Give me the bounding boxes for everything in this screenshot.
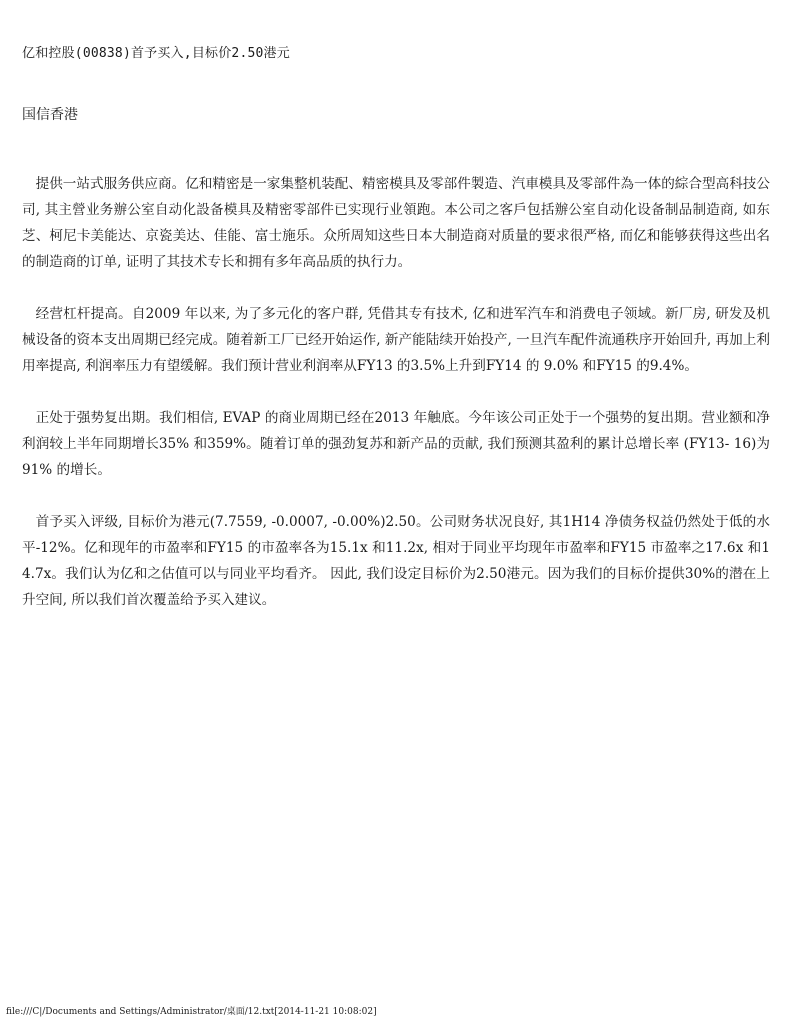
print-footer-path: file:///C|/Documents and Settings/Administrator/桌面/12.txt[2014-11-21 10:08:02] (6, 1007, 377, 1017)
document-body (22, 44, 770, 613)
article-source: 国信香港 (22, 107, 78, 123)
paragraph-2: 经营杠杆提高。自2009 年以来, 为了多元化的客户群, 凭借其专有技术, 亿和进军汽车和消费电子领域。新厂房, 研发及机械设备的资本支出周期已经完成。随着新工厂已经开始运作, 新产能陆续开始投产, 一旦汽车配件流通秩序开始回升, 再加上利用率提高, 利润率压力有望缓解。我们预计营业利润率从FY13 的3.5%上升到FY14 的 9.0% 和FY15 的9.4%。 (22, 306, 770, 374)
paragraph-1: 提供一站式服务供应商。亿和精密是一家集整机装配、精密模具及零部件製造、汽車模具及零部件為一体的綜合型高科技公司, 其主營业务辦公室自动化設备模具及精密零部件已实现行业領跑。本公司之客戶包括辦公室自动化设备制品制造商, 如东芝、柯尼卡美能达、京瓷美达、佳能、富士施乐。众所周知这些日本大制造商对质量的要求很严格, 而亿和能够获得这些出名的制造商的订单, 证明了其技术专长和拥有多年高品质的执行力。 (22, 176, 770, 270)
paragraph-3: 正处于强势复出期。我们相信, EVAP 的商业周期已经在2013 年触底。今年该公司正处于一个强势的复出期。营业额和净利润较上半年同期增长35% 和359%。随着订单的强劲复苏和新产品的贡献, 我们预测其盈利的累计总增长率 (FY13- 16)为91% 的增长。 (22, 410, 770, 478)
article-title: 亿和控股(00838)首予买入,目标价2.50港元 (22, 46, 290, 61)
paragraph-4: 首予买入评级, 目标价为港元(7.7559, -0.0007, -0.00%)2.50。公司财务状况良好, 其1H14 净债务权益仍然处于低的水平-12%。亿和现年的市盈率和FY15 的市盈率各为15.1x 和11.2x, 相对于同业平均现年市盈率和FY15 市盈率之17.6x 和14.7x。我们认为亿和之估值可以与同业平均看齐。 因此, 我们设定目标价为2.50港元。因为我们的目标价提供30%的潜在上升空间, 所以我们首次覆盖给予买入建议。 (22, 514, 770, 608)
